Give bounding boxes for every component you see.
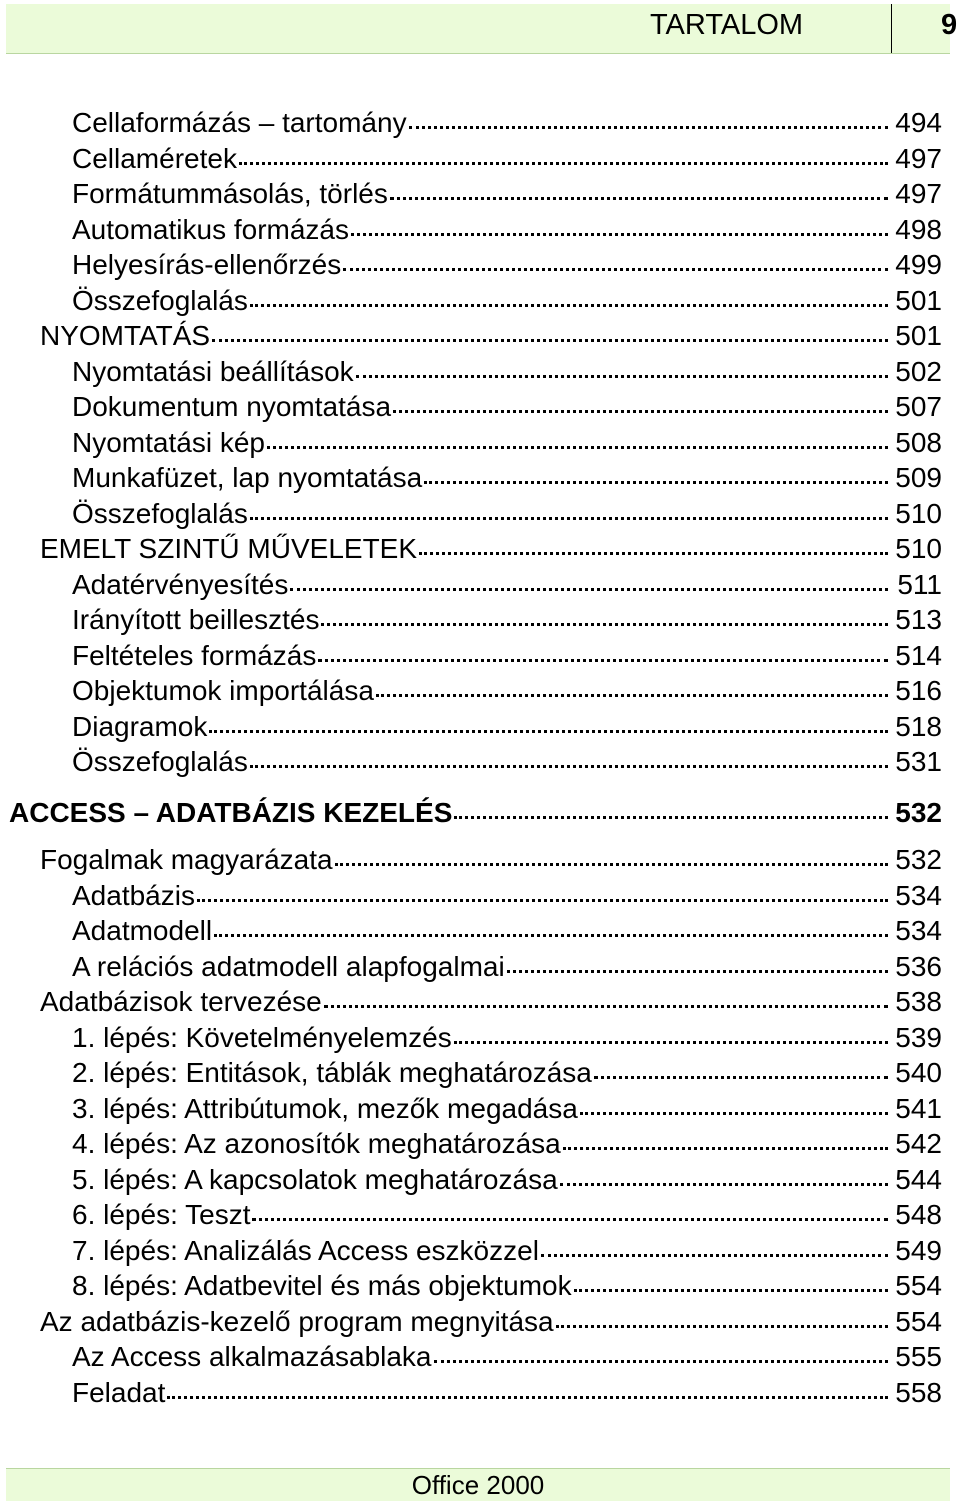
toc-entry-label: Fogalmak magyarázata — [40, 844, 333, 875]
toc-leader-dots — [356, 375, 888, 378]
toc-leader-dots — [434, 1360, 888, 1363]
toc-entry-label: Adatmodell — [72, 915, 213, 946]
toc-entry-label: Az adatbázis-kezelő program megnyitása — [40, 1306, 554, 1337]
toc-entry-page: 514 — [895, 640, 942, 671]
toc-entry-label: 3. lépés: Attribútumok, mezők megadása — [72, 1093, 578, 1124]
toc-entry-page: 516 — [895, 675, 942, 706]
toc-entry-label: Munkafüzet, lap nyomtatása — [72, 462, 423, 493]
toc-leader-dots — [250, 304, 888, 307]
toc-entry-label: Cellaformázás – tartomány — [72, 107, 407, 138]
toc-entry-label: A relációs adatmodell alapfogalmai — [72, 951, 505, 982]
toc-entry — [72, 460, 942, 496]
toc-entry-label: 2. lépés: Entitások, táblák meghatározása — [72, 1057, 592, 1088]
toc-leader-dots — [267, 446, 888, 449]
toc-entry-label: Feltételes formázás — [72, 640, 317, 671]
toc-entry-page: 542 — [895, 1128, 942, 1159]
toc-entry — [72, 176, 942, 212]
toc-entry — [72, 878, 942, 914]
toc-entry-label: Dokumentum nyomtatása — [72, 391, 392, 422]
toc-entry-page: 534 — [895, 915, 942, 946]
toc-leader-dots — [376, 694, 888, 697]
toc-entry — [72, 1339, 942, 1375]
toc-entry — [72, 141, 942, 177]
toc-entry — [72, 744, 942, 780]
toc-leader-dots — [324, 1005, 888, 1008]
toc-leader-dots — [239, 162, 888, 165]
toc-entry-page: 509 — [895, 462, 942, 493]
toc-entry-page: 531 — [895, 746, 942, 777]
toc-entry — [72, 1091, 942, 1127]
toc-entry-label: Összefoglalás — [72, 285, 248, 316]
toc-entry — [40, 531, 942, 567]
toc-entry — [72, 1375, 942, 1411]
toc-entry — [72, 1020, 942, 1056]
toc-entry — [72, 1126, 942, 1162]
toc-leader-dots — [454, 816, 888, 819]
toc-entry-page: 534 — [895, 880, 942, 911]
toc-entry-page: 513 — [895, 604, 942, 635]
toc-entry-page: 532 — [895, 797, 942, 828]
footer-text: Office 2000 — [411, 1470, 545, 1500]
header-page-number: 9 — [941, 9, 958, 41]
toc-leader-dots — [419, 552, 888, 555]
toc-entry-page: 502 — [895, 356, 942, 387]
toc-entry-label: Cellaméretek — [72, 143, 237, 174]
toc-entry — [72, 105, 942, 141]
toc-leader-dots — [580, 1112, 888, 1115]
toc-leader-dots — [541, 1254, 888, 1257]
toc-entry-page: 511 — [897, 569, 942, 600]
toc-leader-dots — [214, 934, 888, 937]
toc-entry-label: Adatbázis — [72, 880, 195, 911]
toc-leader-dots — [335, 863, 888, 866]
toc-entry-label: Helyesírás-ellenőrzés — [72, 249, 342, 280]
toc-entry-page: 538 — [895, 986, 942, 1017]
toc-leader-dots — [209, 730, 888, 733]
toc-entry — [72, 1197, 942, 1233]
toc-entry-page: 510 — [895, 533, 942, 564]
toc-leader-dots — [390, 197, 888, 200]
toc-entry — [72, 673, 942, 709]
toc-leader-dots — [167, 1396, 888, 1399]
toc-entry — [40, 984, 942, 1020]
toc-entry-page: 536 — [895, 951, 942, 982]
toc-leader-dots — [351, 233, 888, 236]
toc-entry — [40, 1304, 942, 1340]
toc-entry-label: Nyomtatási beállítások — [72, 356, 354, 387]
toc-entry-page: 494 — [895, 107, 942, 138]
toc-leader-dots — [560, 1183, 888, 1186]
toc-leader-dots — [252, 1218, 888, 1221]
toc-entry — [72, 425, 942, 461]
toc-leader-dots — [197, 899, 888, 902]
toc-entry — [40, 842, 942, 878]
toc-entry-label: Az Access alkalmazásablaka — [72, 1341, 432, 1372]
toc-entry — [72, 354, 942, 390]
toc-leader-dots — [424, 481, 888, 484]
header-title: TARTALOM — [650, 9, 804, 41]
toc-entry — [72, 247, 942, 283]
toc-entry-label: EMELT SZINTŰ MŰVELETEK — [40, 533, 418, 564]
toc-entry-page: 539 — [895, 1022, 942, 1053]
toc-entry-label: Adatérvényesítés — [72, 569, 289, 600]
toc-entry-label: Összefoglalás — [72, 746, 248, 777]
toc-entry-label: Diagramok — [72, 711, 208, 742]
toc-leader-dots — [594, 1076, 888, 1079]
toc-entry-label: 8. lépés: Adatbevitel és más objektumok — [72, 1270, 572, 1301]
toc-leader-dots — [250, 765, 888, 768]
toc-leader-dots — [290, 588, 888, 591]
toc-entry — [40, 318, 942, 354]
toc-entry-label: 5. lépés: A kapcsolatok meghatározása — [72, 1164, 558, 1195]
header-divider — [891, 4, 892, 53]
toc-entry-label: Objektumok importálása — [72, 675, 374, 706]
toc-entry-label: Összefoglalás — [72, 498, 248, 529]
toc-entry-label: Feladat — [72, 1377, 166, 1408]
toc-leader-dots — [556, 1325, 888, 1328]
toc-entry — [72, 913, 942, 949]
toc-entry-page: 499 — [895, 249, 942, 280]
toc-entry-label: Automatikus formázás — [72, 214, 349, 245]
toc-leader-dots — [212, 339, 888, 342]
toc-leader-dots — [454, 1041, 888, 1044]
toc-entry-page: 510 — [895, 498, 942, 529]
toc-entry — [72, 602, 942, 638]
toc-leader-dots — [343, 268, 888, 271]
toc-entry — [72, 283, 942, 319]
toc-entry — [72, 1233, 942, 1269]
toc-entry-page: 497 — [895, 178, 942, 209]
toc-entry — [72, 389, 942, 425]
toc-entry-label: Formátummásolás, törlés — [72, 178, 388, 209]
toc-entry — [72, 1162, 942, 1198]
toc-leader-dots — [250, 517, 888, 520]
toc-entry-page: 541 — [895, 1093, 942, 1124]
toc-entry-label: 7. lépés: Analizálás Access eszközzel — [72, 1235, 539, 1266]
toc-entry-page: 548 — [895, 1199, 942, 1230]
toc-leader-dots — [563, 1147, 888, 1150]
toc-entry — [72, 1055, 942, 1091]
toc-leader-dots — [574, 1289, 888, 1292]
page-header — [6, 4, 958, 54]
toc-entry-label: 1. lépés: Követelményelemzés — [72, 1022, 452, 1053]
toc-entry-page: 498 — [895, 214, 942, 245]
toc-entry-label: Adatbázisok tervezése — [40, 986, 322, 1017]
toc-entry-page: 554 — [895, 1270, 942, 1301]
toc-entry — [72, 567, 942, 603]
toc-entry — [72, 709, 942, 745]
toc-entry-page: 508 — [895, 427, 942, 458]
toc-leader-dots — [318, 659, 888, 662]
toc-entry-page: 540 — [895, 1057, 942, 1088]
page-footer — [6, 1468, 950, 1501]
toc-entry-label: ACCESS – ADATBÁZIS KEZELÉS — [9, 797, 453, 828]
toc-entry-page: 549 — [895, 1235, 942, 1266]
toc-entry — [72, 1268, 942, 1304]
toc-leader-dots — [321, 623, 888, 626]
toc-entry-page: 555 — [895, 1341, 942, 1372]
toc-entry-page: 518 — [895, 711, 942, 742]
toc-entry — [72, 496, 942, 532]
toc-entry — [9, 795, 942, 831]
toc-entry-page: 501 — [895, 320, 942, 351]
toc-entry-page: 497 — [895, 143, 942, 174]
toc-leader-dots — [507, 970, 888, 973]
toc-leader-dots — [409, 126, 888, 129]
toc-entry-label: NYOMTATÁS — [40, 320, 211, 351]
toc-entry — [72, 212, 942, 248]
toc-entry-page: 507 — [895, 391, 942, 422]
toc-entry-label: 6. lépés: Teszt — [72, 1199, 251, 1230]
toc-entry-page: 501 — [895, 285, 942, 316]
toc-entry-page: 558 — [895, 1377, 942, 1408]
toc-entry-page: 532 — [895, 844, 942, 875]
toc-entry — [72, 949, 942, 985]
toc-leader-dots — [393, 410, 888, 413]
toc-entry-label: Irányított beillesztés — [72, 604, 320, 635]
toc-entry-page: 554 — [895, 1306, 942, 1337]
toc-entry-page: 544 — [895, 1164, 942, 1195]
toc-entry-label: Nyomtatási kép — [72, 427, 265, 458]
toc-entry — [72, 638, 942, 674]
toc-entry-label: 4. lépés: Az azonosítók meghatározása — [72, 1128, 561, 1159]
